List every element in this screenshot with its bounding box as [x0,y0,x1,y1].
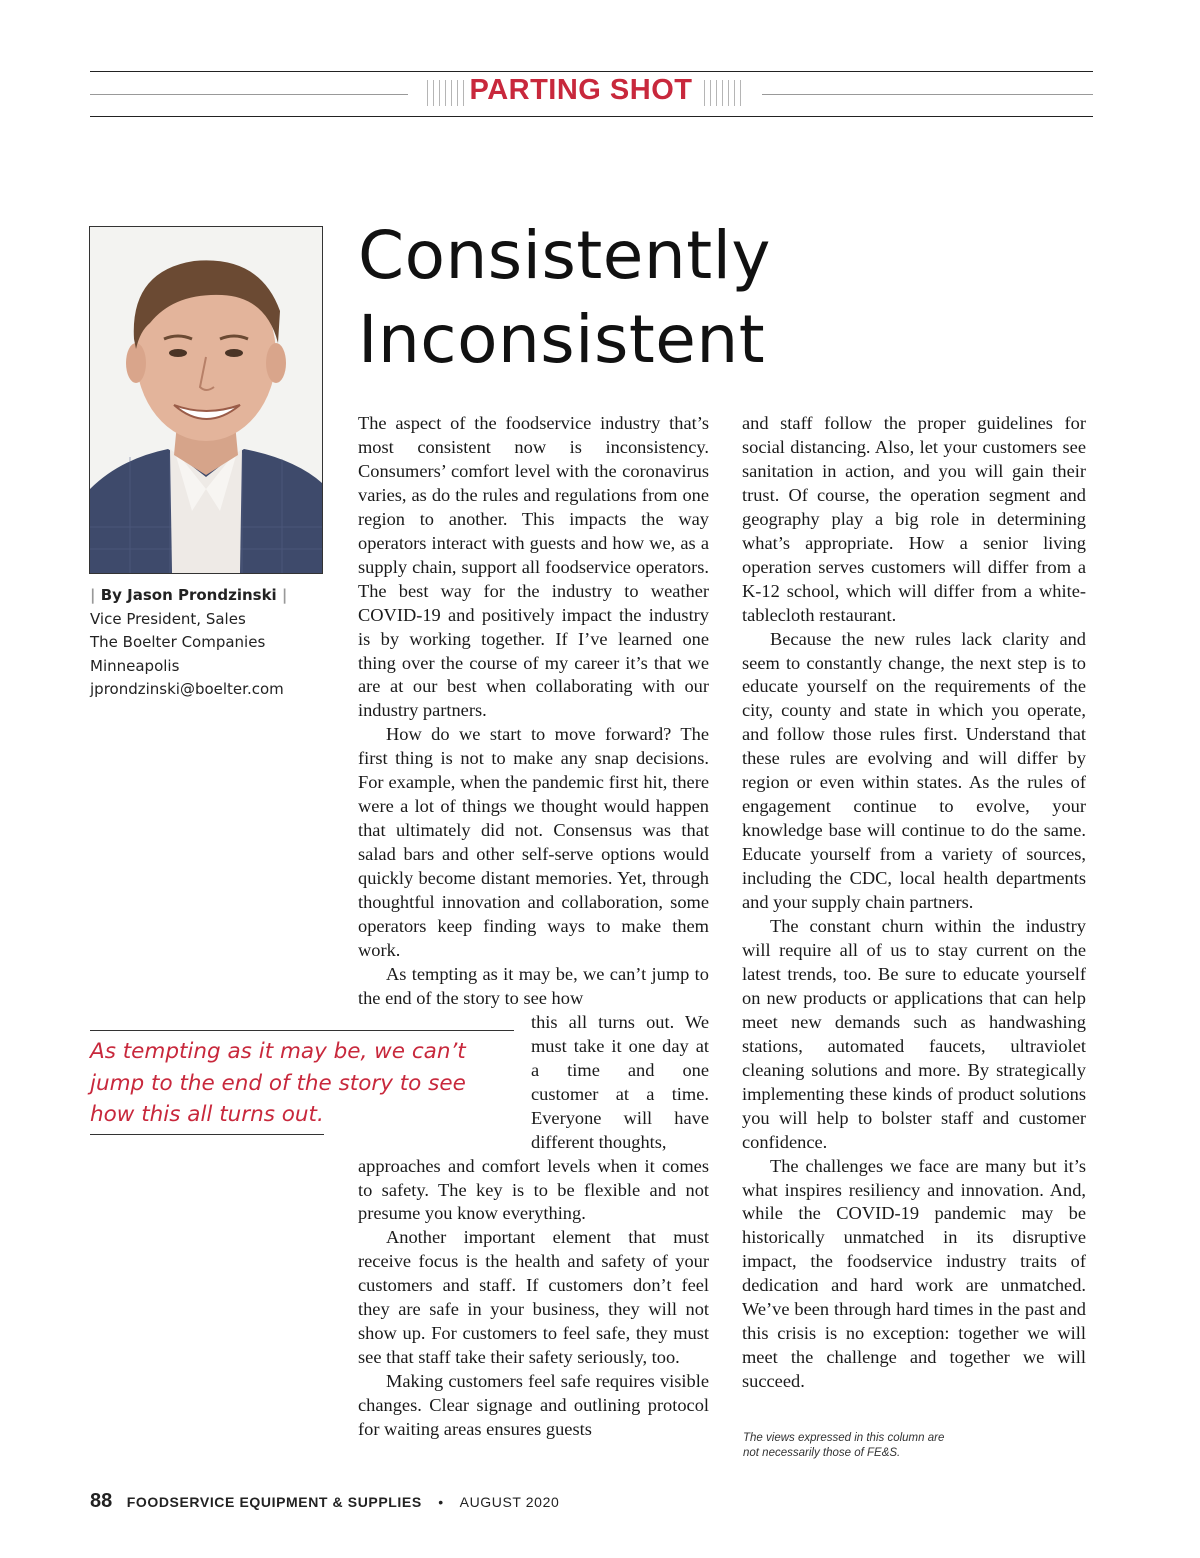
header-mid-rule-left [90,94,408,95]
article-column-2 [742,412,1086,1394]
author-photo [89,226,323,574]
article-column-1 [358,412,709,1442]
paragraph: The constant churn within the industry will require all of us to stay current on the latest trends, too. Be sure to educate yourself on new products or applications that can help meet new demands such as handwashing stations, automated faucets, ultraviolet cleaning solutions and more. By strategically implementing these kinds of product solutions you will help to bolster staff and customer confidence. [742,916,1086,1152]
article-title-line1: Consistently [358,217,771,294]
disclaimer [743,1431,1003,1461]
section-title: PARTING SHOT [469,74,693,106]
article-title-line2: Inconsistent [358,301,766,378]
magazine-name: FOODSERVICE EQUIPMENT & SUPPLIES [126,1494,422,1510]
pull-quote-bottom-rule [90,1134,324,1135]
author-byline: | By Jason Prondzinski | Vice President, Sales The Boelter Companies Minneapolis jprondzinski@boelter.com [90,584,340,702]
paragraph: How do we start to move forward? The first thing is not to make any snap decisions. For example, when the pandemic first hit, there were a lot of things we thought would happen that ultimately did not. Consensus was that salad bars and other self-serve options would quickly become distant memories. Yet, through thoughtful innovation and collaboration, some operators keep finding ways to make them work. [358,724,709,960]
paragraph-wrapped: this all turns out. We must take it one day at a time and one customer at a time. Everyone will have different thoughts, [531,1011,709,1152]
pull-quote-top-rule [90,1030,514,1031]
author-company: The Boelter Companies [90,633,266,651]
pull-quote: As tempting as it may be, we can’t jump to the end of the story to see how this all turns out. [90,1039,466,1127]
paragraph: As tempting as it may be, we can’t jump to the end of the story to see how [358,963,709,1008]
paragraph: Because the new rules lack clarity and seem to constantly change, the next step is to educate yourself on the requirements of the city, county and state in which you operate, and follow those rules first. Understand that these rules are evolving and will differ by region or even within states. As the rules of engagement continue to evolve, your knowledge base will continue to do the same. Educate yourself from a variety of sources, including the CDC, local health departments and your supply chain partners. [742,628,1086,913]
paragraph: The aspect of the foodservice industry that’s most consistent now is inconsistency. Consumers’ comfort level with the coronavirus varies, as do the rules and regulations from one region to another. This impacts the way operators interact with guests and how we, as a supply chain, support all foodservice operators. The best way for the industry to weather COVID-19 and positively impact the industry is by working together. If I’ve learned one thing over the course of my career it’s that we are at our best when collaborating with our industry partners. [358,413,709,721]
footer-separator: • [438,1494,444,1510]
disclaimer-line2: not necessarily those of FE&S. [743,1447,901,1459]
header-top-rule [90,71,1093,72]
disclaimer-line1: The views expressed in this column are [743,1432,945,1444]
paragraph: Another important element that must receive focus is the health and safety of your customers and staff. If customers don’t feel they are safe in your business, they will not show up. For customers to feel safe, they must see that staff take their safety seriously, too. [358,1227,709,1368]
paragraph: The challenges we face are many but it’s what inspires resiliency and innovation. And, while the COVID-19 pandemic may be historically unmatched in its disruptive impact, the foodservice industry traits of dedication and hard work are unmatched. We’ve been through hard times in the past and this crisis is no exception: together we will meet the challenge and together we will succeed. [742,1155,1086,1392]
page-number: 88 [90,1490,113,1512]
issue-date: AUGUST 2020 [459,1494,560,1510]
header-mid-rule-right [762,94,1093,95]
paragraph: Making customers feel safe requires visible changes. Clear signage and outlining protocol for waiting areas ensures guests [358,1371,709,1440]
author-name: By Jason Prondzinski [100,586,277,604]
paragraph-continued: approaches and comfort levels when it comes to safety. The key is to be flexible and not presume you know everything. [358,1155,709,1224]
header-hatch-right [704,80,742,106]
paragraph: and staff follow the proper guidelines for social distancing. Also, let your customers see sanitation in action, and you will gain their trust. Of course, the operation segment and geography play a big role in determining what’s appropriate. How a senior living operation serves customers will differ from a K-12 school, which will differ from a white-tablecloth restaurant. [742,413,1086,625]
header-bottom-rule [90,116,1093,117]
article-title [358,214,1118,382]
author-email: jprondzinski@boelter.com [90,680,284,698]
author-city: Minneapolis [90,656,180,675]
page-footer [90,1490,559,1513]
author-role: Vice President, Sales [90,609,246,628]
